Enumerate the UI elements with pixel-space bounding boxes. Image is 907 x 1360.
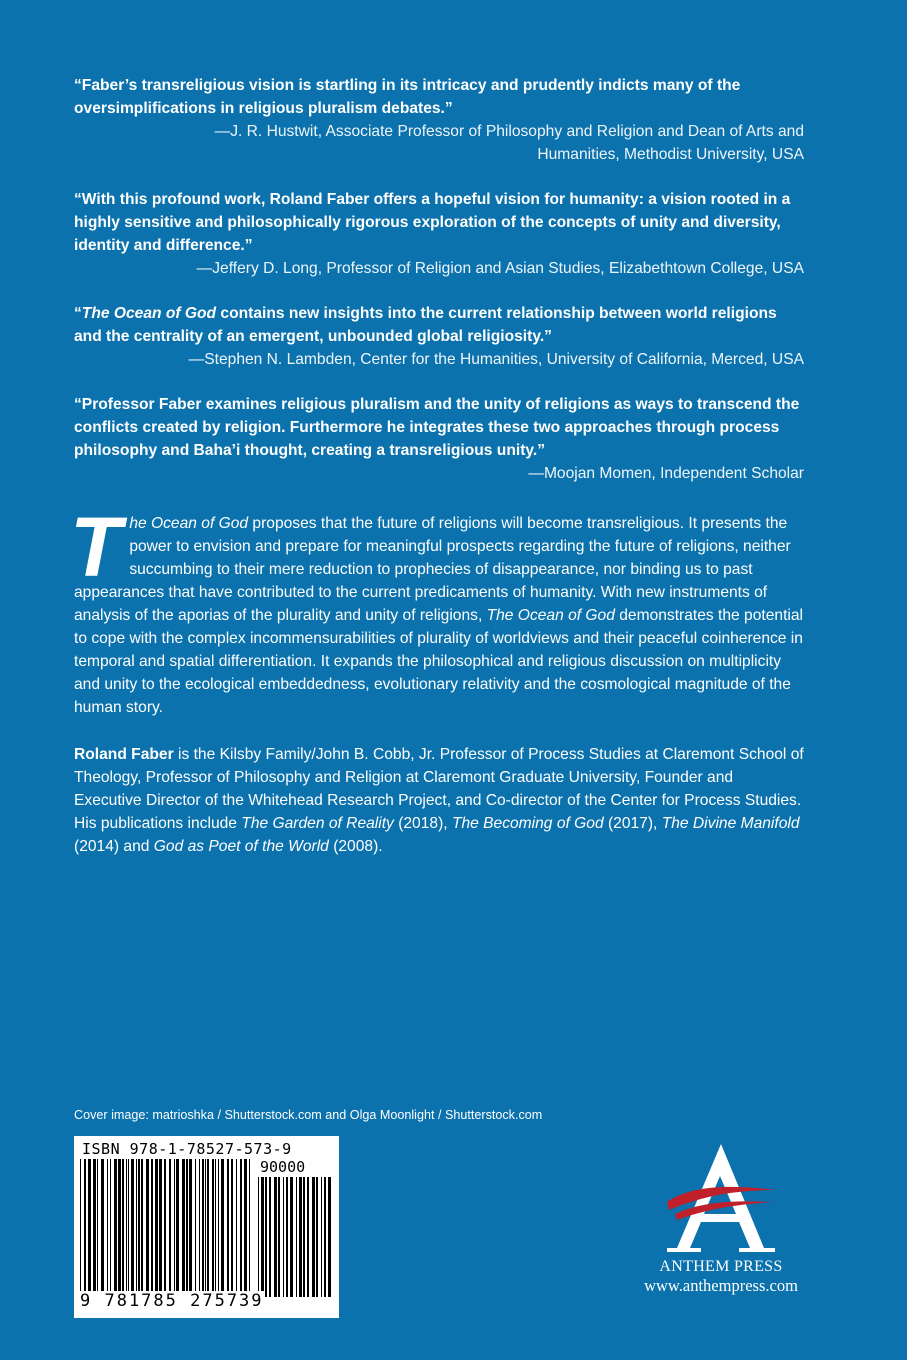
endorsements (74, 74, 804, 507)
barcode-bar (199, 1159, 200, 1297)
barcode-bar (141, 1159, 143, 1297)
barcode-bar (101, 1159, 104, 1297)
barcode-bar (265, 1177, 267, 1297)
author-bio: Roland Faber is the Kilsby Family/John B. Cobb, Jr. Professor of Process Studies at Claremont School of Theology, Professor of Philosophy and Religion at Claremont Graduate University, Founder and Executive Director of the Whitehead Research Project, and Co-director of the Center for Process Studies. His publications include The Garden of Reality (2018), The Becoming of God (2017), The Divine Manifold (2014) and God as Poet of the World (2008). (74, 746, 804, 855)
barcode-bar (97, 1159, 98, 1297)
barcode-bar (321, 1177, 322, 1297)
barcode-bar (218, 1159, 219, 1297)
endorsement-quote: “Faber’s transreligious vision is startling in its intricacy and prudently indicts many of the oversimplifications in religious pluralism debates.” (74, 77, 741, 117)
barcode-bar (227, 1159, 229, 1297)
barcode-bar (278, 1177, 280, 1297)
barcode-bar (307, 1177, 309, 1297)
endorsement-1 (74, 74, 804, 166)
barcode-bar (80, 1159, 81, 1297)
ean-digits: 9 781785 275739 (80, 1291, 264, 1311)
barcode-bar (110, 1159, 111, 1297)
barcode-bar (244, 1159, 247, 1297)
barcode-bar (303, 1177, 305, 1297)
barcode-bar (249, 1159, 250, 1297)
barcode-bar (286, 1177, 288, 1297)
price-code: 90000 (260, 1158, 306, 1176)
barcode-bar (261, 1177, 264, 1297)
anthem-a-icon (661, 1140, 781, 1256)
barcode-bar (324, 1177, 326, 1297)
addon-barcode-bars (258, 1177, 332, 1297)
endorsement-2 (74, 188, 804, 280)
barcode-bar (93, 1159, 96, 1297)
attribution-line: —J. R. Hustwit, Associate Professor of Philosophy and Religion and Dean of Arts and (214, 123, 804, 140)
endorsement-quote: “The Ocean of God contains new insights into the current relationship between world religions and the centrality of an emergent, unbounded global religiosity.” (74, 305, 777, 345)
barcode-bar (126, 1159, 127, 1297)
barcode-bar (88, 1159, 91, 1297)
ean-barcode-bars (80, 1159, 250, 1297)
endorsement-4 (74, 393, 804, 485)
barcode-bar (174, 1159, 175, 1297)
barcode-bar (138, 1159, 140, 1297)
barcode-bar (189, 1159, 192, 1297)
image-credit: Cover image: matrioshka / Shutterstock.com and Olga Moonlight / Shutterstock.com (74, 1108, 543, 1122)
barcode-bar (128, 1159, 129, 1297)
barcode-bar (155, 1159, 158, 1297)
barcode-bar (176, 1159, 179, 1297)
endorsement-attribution: —Jeffery D. Long, Professor of Religion and Asian Studies, Elizabethtown College, USA (196, 260, 804, 277)
barcode-bar (283, 1177, 284, 1297)
barcode-bar (258, 1177, 259, 1297)
barcode-bar (202, 1159, 204, 1297)
barcode-bar (274, 1177, 277, 1297)
barcode-bar (159, 1159, 162, 1297)
barcode-bar (207, 1159, 209, 1297)
publisher-url[interactable]: www.anthempress.com (644, 1276, 798, 1295)
book-title: The Divine Manifold (661, 815, 800, 832)
barcode-bar (186, 1159, 188, 1297)
book-title: The Ocean of God (81, 305, 217, 322)
barcode-bar (240, 1159, 242, 1297)
barcode-bar (182, 1159, 185, 1297)
attribution-line: Humanities, Methodist University, USA (537, 146, 804, 163)
barcode-bar (84, 1159, 86, 1297)
barcode-bar (328, 1177, 331, 1297)
endorsement-quote: “With this profound work, Roland Faber offers a hopeful vision for humanity: a vision rooted in a highly sensitive and philosophically rigorous exploration of the concepts of unity and diversity, identity and difference.” (74, 191, 791, 254)
endorsement-quote: “Professor Faber examines religious pluralism and the unity of religions as ways to transcend the conflicts created by religion. Furthermore he integrates these two approaches through process philosophy and Baha’i thought, creating a transreligious unity.” (74, 396, 800, 459)
book-title: The Becoming of God (451, 815, 604, 832)
barcode-bar (136, 1159, 137, 1297)
book-description: The Ocean of God proposes that the future of religions will become transreligious. It presents the power to envision and prepare for meaningful prospects regarding the future of religions, neither succumbing to their mere reduction to prophecies of disappearance, nor binding us to past appearances that have contributed to the current predicaments of humanity. With new instruments of analysis of the aporias of the plurality and unity of religions, The Ocean of God demonstrates the potential to cope with the complex incommensurabilities of plurality of worldviews and their peaceful coinherence in temporal and spatial differentiation. It expands the philosophical and religious discussion on multiplicity and unity to the ecological embeddedness, evolutionary relativity and the cosmological magnitude of the human story. (70, 500, 804, 716)
isbn-label: ISBN 978-1-78527-573-9 (82, 1140, 292, 1158)
barcode-bar (299, 1177, 302, 1297)
barcode-bar (114, 1159, 117, 1297)
book-title: God as Poet of the World (153, 838, 329, 855)
barcode-bar (146, 1159, 149, 1297)
barcode-bar (164, 1159, 166, 1297)
barcode-bar (195, 1159, 196, 1297)
barcode-bar (118, 1159, 121, 1297)
drop-cap: T (70, 500, 122, 594)
barcode-bar (231, 1159, 233, 1297)
barcode-bar (269, 1177, 271, 1297)
barcode-bar (221, 1159, 224, 1297)
barcode-bar (215, 1159, 216, 1297)
barcode-bar (169, 1159, 171, 1297)
endorsement-3 (74, 302, 804, 371)
barcode-bar (290, 1177, 293, 1297)
barcode-bar (151, 1159, 153, 1297)
barcode-bar (236, 1159, 237, 1297)
book-title: The Ocean of God (486, 607, 615, 624)
barcode-bar (122, 1159, 124, 1297)
book-title: The Garden of Reality (241, 815, 394, 832)
barcode-bar (316, 1177, 318, 1297)
barcode-bar (312, 1177, 315, 1297)
endorsement-attribution: —Moojan Momen, Independent Scholar (528, 465, 804, 482)
barcode-bar (131, 1159, 134, 1297)
isbn-barcode (74, 1136, 339, 1318)
publisher-logo (611, 1140, 831, 1320)
endorsement-attribution: —Stephen N. Lambden, Center for the Humanities, University of California, Merced, USA (188, 351, 804, 368)
barcode-bar (205, 1159, 206, 1297)
barcode-bar (107, 1159, 108, 1297)
author-name: Roland Faber (74, 746, 174, 763)
endorsement-attribution (74, 120, 804, 166)
publisher-name: ANTHEM PRESS (659, 1258, 783, 1275)
book-title: he Ocean of God (129, 515, 249, 532)
barcode-bar (296, 1177, 297, 1297)
barcode-bar (212, 1159, 214, 1297)
